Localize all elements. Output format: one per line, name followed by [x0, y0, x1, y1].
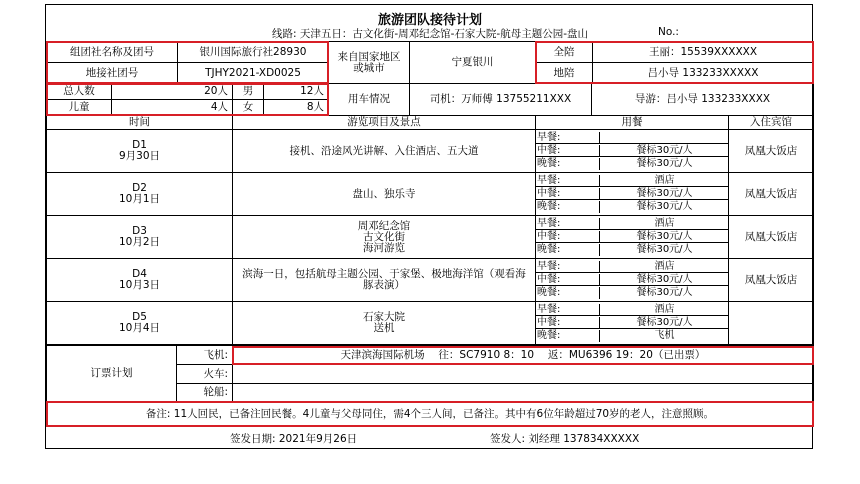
meal-label: 中餐: [537, 145, 561, 156]
itinerary-line: 古文化街 [363, 230, 405, 243]
meal-row [535, 274, 728, 286]
day-hotel-cell: 凤凰大饭店 [728, 172, 814, 216]
plane-booking-value: 天津滨海国际机场 往：SC7910 8：10 返：MU6396 19：20（已出票） [232, 345, 814, 365]
meal-value: 餐标30元/人 [599, 244, 729, 256]
day-items-cell [232, 172, 536, 216]
meal-label: 早餐: [537, 261, 561, 272]
group-name-value: 银川国际旅行社28930 [177, 41, 329, 63]
meal-row [535, 330, 728, 342]
meal-row [535, 145, 728, 157]
driver-info: 司机：万师傅 13755211XXX [409, 83, 592, 116]
origin-value: 宁夏银川 [409, 41, 536, 84]
day-label: D1 [132, 139, 147, 151]
day-time-cell [46, 129, 233, 173]
total-count-label: 总人数 [46, 83, 112, 100]
meal-label: 晚餐: [537, 158, 561, 169]
itinerary-line: 滨海一日，包括航母主题公园、于家堡、极地海洋馆（观看海 [242, 268, 526, 280]
ship-label: 轮船: [176, 383, 233, 402]
meal-label: 早餐: [537, 132, 561, 143]
day-time-cell [46, 215, 233, 259]
vehicle-guide-info: 导游：吕小导 133233XXXX [591, 83, 814, 116]
document-number-label: No.: [658, 26, 679, 38]
vehicle-label: 用车情况 [328, 83, 410, 116]
day-label: D2 [132, 182, 147, 194]
route-line: 线路: 天津五日：古文化街-周邓纪念馆-石家大院-航母主题公园-盘山 [271, 28, 589, 40]
full-guide-label: 全陪 [535, 41, 593, 63]
meal-value: 酒店 [599, 261, 729, 273]
meal-row [535, 317, 728, 329]
meal-value: 餐标30元/人 [599, 317, 729, 329]
issue-date: 签发日期: 2021年9月26日 [230, 433, 358, 445]
meal-label: 中餐: [537, 317, 561, 328]
remark: 备注: 11人回民，已备注回民餐。4儿童与父母同住，需4个三人间，已备注。其中有6位年龄超过70岁的老人，注意照顾。 [46, 401, 814, 427]
local-guide-label: 地陪 [535, 62, 593, 84]
itinerary-line: 石家大院 [363, 311, 405, 323]
day-time-cell [46, 258, 233, 302]
meal-label: 早餐: [537, 175, 561, 186]
meal-row [535, 244, 728, 256]
day-label: D5 [132, 311, 147, 323]
meal-value: 餐标30元/人 [599, 287, 729, 299]
day-hotel-cell: 凤凰大饭店 [728, 258, 814, 302]
receive-agency-value: TJHY2021-XD0025 [177, 62, 329, 84]
local-guide-value: 吕小导 133233XXXXX [592, 62, 814, 84]
meal-label: 晚餐: [537, 330, 561, 341]
meal-value: 酒店 [599, 218, 729, 230]
day-items-cell [232, 215, 536, 259]
meal-value: 酒店 [599, 304, 729, 316]
itinerary-line: 海河游览 [363, 241, 405, 254]
page-title: 旅游团队接待计划 [377, 13, 482, 28]
meal-value: 餐标30元/人 [599, 158, 729, 170]
day-hotel-cell: 凤凰大饭店 [728, 129, 814, 173]
day-date: 10月4日 [118, 322, 161, 334]
meal-row [535, 231, 728, 243]
day-hotel-cell: 凤凰大饭店 [728, 215, 814, 259]
female-label: 女 [232, 99, 264, 116]
meal-row [535, 158, 728, 170]
itinerary-sheet [45, 4, 813, 449]
meal-value: 酒店 [599, 175, 729, 187]
meal-label: 晚餐: [537, 287, 561, 298]
day-time-cell [46, 301, 233, 345]
meal-value: 餐标30元/人 [599, 274, 729, 286]
meal-label: 中餐: [537, 274, 561, 285]
meal-value [599, 132, 729, 144]
child-count-value: 4人 [111, 99, 233, 116]
column-hotel: 入住宾馆 [728, 115, 814, 130]
meal-row [535, 218, 728, 230]
plane-label: 飞机: [176, 345, 233, 365]
itinerary-line: 接机、沿途风光讲解、入住酒店、五大道 [289, 144, 479, 157]
column-items: 游览项目及景点 [232, 115, 536, 130]
meal-label: 晚餐: [537, 244, 561, 255]
meal-value: 餐标30元/人 [599, 201, 729, 213]
train-label: 火车: [176, 364, 233, 384]
full-guide-value: 王丽：15539XXXXXX [592, 41, 814, 63]
meal-label: 中餐: [537, 231, 561, 242]
meal-value: 餐标30元/人 [599, 188, 729, 200]
meal-label: 早餐: [537, 218, 561, 229]
day-items-cell [232, 258, 536, 302]
column-meals: 用餐 [535, 115, 729, 130]
day-date: 9月30日 [118, 150, 161, 162]
meal-row [535, 175, 728, 187]
day-items-cell [232, 301, 536, 345]
meal-row [535, 132, 728, 144]
meal-row [535, 261, 728, 273]
meal-value: 飞机 [599, 330, 729, 342]
day-label: D4 [132, 268, 147, 280]
meal-value: 餐标30元/人 [599, 145, 729, 157]
male-value: 12人 [263, 83, 329, 100]
meal-row [535, 201, 728, 213]
column-time: 时间 [46, 115, 233, 130]
meal-label: 早餐: [537, 304, 561, 315]
female-value: 8人 [263, 99, 329, 116]
male-label: 男 [232, 83, 264, 100]
group-name-label: 组团社名称及团号 [46, 41, 178, 63]
day-date: 10月1日 [118, 193, 161, 205]
receive-agency-label: 地接社团号 [46, 62, 178, 84]
train-booking-value [232, 364, 814, 384]
meal-label: 中餐: [537, 188, 561, 199]
child-count-label: 儿童 [46, 99, 112, 116]
meal-label: 晚餐: [537, 201, 561, 212]
total-count-value: 20人 [111, 83, 233, 100]
itinerary-line: 周邓纪念馆 [357, 219, 411, 232]
booking-label: 订票计划 [46, 345, 177, 402]
day-date: 10月3日 [118, 279, 161, 291]
day-date: 10月2日 [118, 236, 161, 248]
itinerary-line: 盘山、独乐寺 [352, 187, 416, 200]
meal-row [535, 304, 728, 316]
day-label: D3 [132, 225, 147, 237]
day-hotel-cell [728, 301, 814, 345]
meal-value: 餐标30元/人 [599, 231, 729, 243]
issuer: 签发人: 刘经理 137834XXXXX [490, 433, 640, 445]
meal-row [535, 188, 728, 200]
ship-booking-value [232, 383, 814, 402]
meal-row [535, 287, 728, 299]
origin-label: 来自国家地区或城市 [328, 41, 410, 84]
day-items-cell [232, 129, 536, 173]
itinerary-line: 送机 [373, 322, 395, 334]
itinerary-line: 豚表演） [363, 279, 405, 291]
day-time-cell [46, 172, 233, 216]
